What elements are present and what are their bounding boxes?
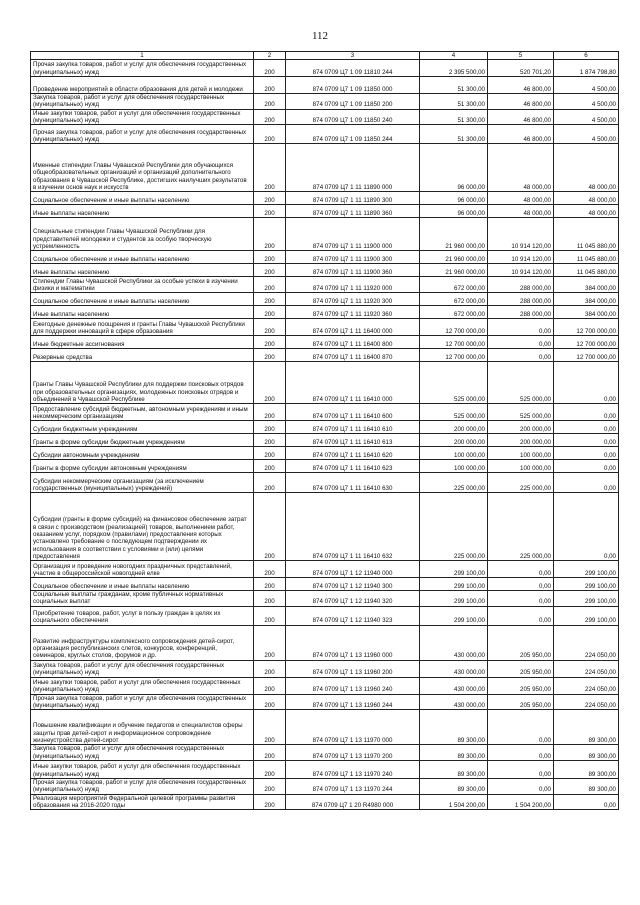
row-executed-cell: 205 950,00 xyxy=(488,660,554,677)
row-budget-code-cell: 874 0709 Ц7 1 13 11970 200 xyxy=(286,745,420,761)
row-remainder-cell: 224 050,00 xyxy=(554,625,619,660)
table-row xyxy=(31,277,619,293)
row-line-code-cell: 200 xyxy=(254,319,286,336)
row-executed-cell: 200 000,00 xyxy=(488,434,554,447)
row-budget-code-cell: 874 0709 Ц7 1 11 11920 300 xyxy=(286,293,420,306)
row-remainder-cell: 11 045 880,00 xyxy=(554,251,619,264)
row-remainder-cell: 224 050,00 xyxy=(554,660,619,677)
row-line-code-cell: 200 xyxy=(254,760,286,778)
row-executed-cell: 525 000,00 xyxy=(488,362,554,404)
budget-table xyxy=(30,51,619,810)
row-remainder-cell: 224 050,00 xyxy=(554,694,619,710)
row-executed-cell: 0,00 xyxy=(488,349,554,362)
row-plan-cell: 21 960 000,00 xyxy=(420,251,488,264)
row-line-code-cell: 200 xyxy=(254,293,286,306)
row-line-code-cell: 200 xyxy=(254,694,286,710)
table-row xyxy=(31,677,619,694)
page-number: 112 xyxy=(311,30,329,42)
row-remainder-cell: 299 100,00 xyxy=(554,561,619,578)
row-line-code-cell: 200 xyxy=(254,660,286,677)
row-budget-code-cell: 874 0709 Ц7 1 09 11850 000 xyxy=(286,77,420,94)
row-line-code-cell: 200 xyxy=(254,561,286,578)
row-budget-code-cell: 874 0709 Ц7 1 11 16410 610 xyxy=(286,421,420,434)
row-line-code-cell: 200 xyxy=(254,473,286,493)
row-budget-code-cell: 874 0709 Ц7 1 11 16410 630 xyxy=(286,473,420,493)
row-budget-code-cell: 874 0709 Ц7 1 11 16400 800 xyxy=(286,336,420,349)
row-name-cell: Субсидии (гранты в форме субсидий) на финансовое обеспечение затрат в связи с производством (реализацией) товаров, выполнением работ, оказанием услуг, порядком (правилами) предоставления которых установлено требование о последующем подтверждении их использования в соответствии с условиями и (или) целями предоставления xyxy=(31,493,254,561)
row-executed-cell: 1 504 200,00 xyxy=(488,794,554,810)
row-executed-cell: 288 000,00 xyxy=(488,277,554,293)
row-line-code-cell: 200 xyxy=(254,205,286,218)
row-remainder-cell: 299 100,00 xyxy=(554,606,619,625)
row-budget-code-cell: 874 0709 Ц7 1 12 11940 320 xyxy=(286,591,420,607)
row-executed-cell: 10 914 120,00 xyxy=(488,264,554,277)
row-remainder-cell: 4 500,00 xyxy=(554,109,619,125)
row-name-cell: Закупка товаров, работ и услуг для обеспечения государственных (муниципальных) нужд xyxy=(31,660,254,677)
row-budget-code-cell: 874 0709 Ц7 1 09 11810 244 xyxy=(286,60,420,77)
row-remainder-cell: 0,00 xyxy=(554,421,619,434)
table-row xyxy=(31,434,619,447)
row-remainder-cell: 384 000,00 xyxy=(554,293,619,306)
row-line-code-cell: 200 xyxy=(254,218,286,251)
row-name-cell: Именные стипендии Главы Чувашской Республики для обучающихся общеобразовательных организаций и организаций дополнительного образования в Чувашской Республике, достигших наилучших результатов в изучении основ наук и искусств xyxy=(31,144,254,192)
row-budget-code-cell: 874 0709 Ц7 1 11 16400 870 xyxy=(286,349,420,362)
row-budget-code-cell: 874 0709 Ц7 1 12 11940 000 xyxy=(286,561,420,578)
row-name-cell: Иные закупки товаров, работ и услуг для обеспечения государственных (муниципальных) нужд xyxy=(31,677,254,694)
row-plan-cell: 299 100,00 xyxy=(420,591,488,607)
row-name-cell: Стипендии Главы Чувашской Республики за особые успехи в изучении физики и математики xyxy=(31,277,254,293)
row-executed-cell: 0,00 xyxy=(488,760,554,778)
row-executed-cell: 10 914 120,00 xyxy=(488,251,554,264)
row-plan-cell: 299 100,00 xyxy=(420,561,488,578)
table-row xyxy=(31,218,619,251)
row-budget-code-cell: 874 0709 Ц7 1 11 16410 613 xyxy=(286,434,420,447)
row-line-code-cell: 200 xyxy=(254,404,286,421)
row-name-cell: Приобретение товаров, работ, услуг в пользу граждан в целях их социального обеспечения xyxy=(31,606,254,625)
row-line-code-cell: 200 xyxy=(254,306,286,319)
table-row xyxy=(31,94,619,110)
row-budget-code-cell: 874 0709 Ц7 1 09 11850 244 xyxy=(286,125,420,144)
row-name-cell: Субсидии некоммерческим организациям (за исключением государственных (муниципальных) учреждений) xyxy=(31,473,254,493)
row-name-cell: Реализация мероприятий Федеральной целевой программы развития образования на 2016-2020 годы xyxy=(31,794,254,810)
table-row xyxy=(31,694,619,710)
table-row xyxy=(31,362,619,404)
row-budget-code-cell: 874 0709 Ц7 1 13 11960 200 xyxy=(286,660,420,677)
row-plan-cell: 89 300,00 xyxy=(420,760,488,778)
row-line-code-cell: 200 xyxy=(254,434,286,447)
row-budget-code-cell: 874 0709 Ц7 1 12 11940 323 xyxy=(286,606,420,625)
row-line-code-cell: 200 xyxy=(254,125,286,144)
table-row xyxy=(31,125,619,144)
row-line-code-cell: 200 xyxy=(254,778,286,794)
row-plan-cell: 525 000,00 xyxy=(420,404,488,421)
row-name-cell: Иные выплаты населению xyxy=(31,306,254,319)
row-name-cell: Иные закупки товаров, работ и услуг для обеспечения государственных (муниципальных) нужд xyxy=(31,760,254,778)
row-line-code-cell: 200 xyxy=(254,794,286,810)
row-name-cell: Прочая закупка товаров, работ и услуг для обеспечения государственных (муниципальных) нужд xyxy=(31,125,254,144)
row-name-cell: Иные закупки товаров, работ и услуг для обеспечения государственных (муниципальных) нужд xyxy=(31,109,254,125)
row-remainder-cell: 4 500,00 xyxy=(554,94,619,110)
row-budget-code-cell: 874 0709 Ц7 1 11 11890 300 xyxy=(286,192,420,205)
row-plan-cell: 200 000,00 xyxy=(420,434,488,447)
row-executed-cell: 0,00 xyxy=(488,578,554,591)
row-name-cell: Ежегодные денежные поощрения и гранты Главы Чувашской Республики для поддержки инноваций в сфере образования xyxy=(31,319,254,336)
row-remainder-cell: 299 100,00 xyxy=(554,591,619,607)
row-name-cell: Социальные выплаты гражданам, кроме публичных нормативных социальных выплат xyxy=(31,591,254,607)
row-remainder-cell: 48 000,00 xyxy=(554,144,619,192)
row-plan-cell: 200 000,00 xyxy=(420,421,488,434)
row-plan-cell: 430 000,00 xyxy=(420,677,488,694)
row-budget-code-cell: 874 0709 Ц7 1 13 11970 240 xyxy=(286,760,420,778)
row-plan-cell: 525 000,00 xyxy=(420,362,488,404)
row-name-cell: Прочая закупка товаров, работ и услуг для обеспечения государственных (муниципальных) нужд xyxy=(31,60,254,77)
row-line-code-cell: 200 xyxy=(254,77,286,94)
row-budget-code-cell: 874 0709 Ц7 1 09 11850 240 xyxy=(286,109,420,125)
row-budget-code-cell: 874 0709 Ц7 1 11 11890 360 xyxy=(286,205,420,218)
row-plan-cell: 672 000,00 xyxy=(420,293,488,306)
row-remainder-cell: 89 300,00 xyxy=(554,745,619,761)
row-executed-cell: 48 000,00 xyxy=(488,205,554,218)
table-row xyxy=(31,144,619,192)
row-plan-cell: 672 000,00 xyxy=(420,306,488,319)
column-header: 4 xyxy=(420,52,488,60)
row-remainder-cell: 89 300,00 xyxy=(554,778,619,794)
row-remainder-cell: 48 000,00 xyxy=(554,192,619,205)
table-row xyxy=(31,319,619,336)
row-executed-cell: 205 950,00 xyxy=(488,625,554,660)
row-budget-code-cell: 874 0709 Ц7 1 11 11920 360 xyxy=(286,306,420,319)
row-remainder-cell: 0,00 xyxy=(554,493,619,561)
row-plan-cell: 89 300,00 xyxy=(420,710,488,745)
row-remainder-cell: 0,00 xyxy=(554,473,619,493)
row-budget-code-cell: 874 0709 Ц7 1 11 11920 000 xyxy=(286,277,420,293)
row-executed-cell: 100 000,00 xyxy=(488,460,554,473)
row-executed-cell: 0,00 xyxy=(488,319,554,336)
table-row xyxy=(31,251,619,264)
row-line-code-cell: 200 xyxy=(254,362,286,404)
row-line-code-cell: 200 xyxy=(254,710,286,745)
header-row xyxy=(31,52,619,60)
row-budget-code-cell: 874 0709 Ц7 1 11 11900 000 xyxy=(286,218,420,251)
row-budget-code-cell: 874 0709 Ц7 1 11 16410 620 xyxy=(286,447,420,460)
row-budget-code-cell: 874 0709 Ц7 1 11 16410 623 xyxy=(286,460,420,473)
row-budget-code-cell: 874 0709 Ц7 1 13 11970 000 xyxy=(286,710,420,745)
row-budget-code-cell: 874 0709 Ц7 1 13 11970 244 xyxy=(286,778,420,794)
column-header: 3 xyxy=(286,52,420,60)
row-line-code-cell: 200 xyxy=(254,421,286,434)
table-row xyxy=(31,473,619,493)
row-plan-cell: 51 300,00 xyxy=(420,125,488,144)
row-name-cell: Субсидии бюджетным учреждениям xyxy=(31,421,254,434)
row-executed-cell: 100 000,00 xyxy=(488,447,554,460)
row-name-cell: Повышение квалификации и обучение педагогов и специалистов сферы защиты прав детей-сирот и информационное сопровождение жизнеустройства детей-сирот xyxy=(31,710,254,745)
table-row xyxy=(31,421,619,434)
row-budget-code-cell: 874 0709 Ц7 1 13 11960 000 xyxy=(286,625,420,660)
table-row xyxy=(31,778,619,794)
row-executed-cell: 288 000,00 xyxy=(488,306,554,319)
row-remainder-cell: 12 700 000,00 xyxy=(554,349,619,362)
row-budget-code-cell: 874 0709 Ц7 1 09 11850 200 xyxy=(286,94,420,110)
row-plan-cell: 21 960 000,00 xyxy=(420,218,488,251)
row-name-cell: Развитие инфраструктуры комплексного сопровождения детей-сирот, организация республиканских слетов, конкурсов, конференций, семинаров, круглых столов, форумов и др. xyxy=(31,625,254,660)
row-line-code-cell: 200 xyxy=(254,251,286,264)
row-plan-cell: 51 300,00 xyxy=(420,109,488,125)
table-row xyxy=(31,404,619,421)
row-executed-cell: 0,00 xyxy=(488,606,554,625)
row-plan-cell: 299 100,00 xyxy=(420,606,488,625)
table-row xyxy=(31,794,619,810)
column-header: 5 xyxy=(488,52,554,60)
row-executed-cell: 225 000,00 xyxy=(488,473,554,493)
row-name-cell: Гранты в форме субсидии бюджетным учреждениям xyxy=(31,434,254,447)
row-name-cell: Иные бюджетные ассигнования xyxy=(31,336,254,349)
row-executed-cell: 520 701,20 xyxy=(488,60,554,77)
table-row xyxy=(31,760,619,778)
row-line-code-cell: 200 xyxy=(254,264,286,277)
row-executed-cell: 200 000,00 xyxy=(488,421,554,434)
row-name-cell: Прочая закупка товаров, работ и услуг для обеспечения государственных (муниципальных) нужд xyxy=(31,778,254,794)
row-line-code-cell: 200 xyxy=(254,745,286,761)
row-plan-cell: 225 000,00 xyxy=(420,493,488,561)
column-header: 2 xyxy=(254,52,286,60)
row-plan-cell: 12 700 000,00 xyxy=(420,336,488,349)
row-name-cell: Резервные средства xyxy=(31,349,254,362)
row-line-code-cell: 200 xyxy=(254,591,286,607)
row-executed-cell: 46 800,00 xyxy=(488,94,554,110)
row-remainder-cell: 0,00 xyxy=(554,794,619,810)
row-line-code-cell: 200 xyxy=(254,677,286,694)
row-executed-cell: 46 800,00 xyxy=(488,77,554,94)
table-row xyxy=(31,293,619,306)
table-row xyxy=(31,349,619,362)
row-budget-code-cell: 874 0709 Ц7 1 11 16410 632 xyxy=(286,493,420,561)
table-row xyxy=(31,264,619,277)
table-row xyxy=(31,578,619,591)
column-header: 1 xyxy=(31,52,254,60)
row-plan-cell: 89 300,00 xyxy=(420,745,488,761)
table-row xyxy=(31,606,619,625)
row-budget-code-cell: 874 0709 Ц7 1 11 11900 360 xyxy=(286,264,420,277)
row-remainder-cell: 4 500,00 xyxy=(554,77,619,94)
row-executed-cell: 48 000,00 xyxy=(488,192,554,205)
row-plan-cell: 21 960 000,00 xyxy=(420,264,488,277)
row-name-cell: Социальное обеспечение и иные выплаты населению xyxy=(31,192,254,205)
table-row xyxy=(31,561,619,578)
row-plan-cell: 96 000,00 xyxy=(420,144,488,192)
row-line-code-cell: 200 xyxy=(254,277,286,293)
row-plan-cell: 1 504 200,00 xyxy=(420,794,488,810)
row-plan-cell: 430 000,00 xyxy=(420,660,488,677)
row-name-cell: Иные выплаты населению xyxy=(31,205,254,218)
row-name-cell: Иные выплаты населению xyxy=(31,264,254,277)
row-executed-cell: 0,00 xyxy=(488,591,554,607)
table-row xyxy=(31,447,619,460)
row-name-cell: Социальное обеспечение и иные выплаты населению xyxy=(31,578,254,591)
row-budget-code-cell: 874 0709 Ц7 1 11 16410 000 xyxy=(286,362,420,404)
row-remainder-cell: 0,00 xyxy=(554,460,619,473)
row-name-cell: Субсидии автономным учреждениям xyxy=(31,447,254,460)
row-budget-code-cell: 874 0709 Ц7 1 20 R4980 000 xyxy=(286,794,420,810)
row-executed-cell: 0,00 xyxy=(488,745,554,761)
row-remainder-cell: 11 045 880,00 xyxy=(554,218,619,251)
row-executed-cell: 0,00 xyxy=(488,561,554,578)
row-remainder-cell: 48 000,00 xyxy=(554,205,619,218)
row-line-code-cell: 200 xyxy=(254,447,286,460)
table-row xyxy=(31,306,619,319)
row-remainder-cell: 12 700 000,00 xyxy=(554,319,619,336)
row-line-code-cell: 200 xyxy=(254,336,286,349)
table-row xyxy=(31,625,619,660)
row-name-cell: Закупка товаров, работ и услуг для обеспечения государственных (муниципальных) нужд xyxy=(31,94,254,110)
row-executed-cell: 225 000,00 xyxy=(488,493,554,561)
row-executed-cell: 205 950,00 xyxy=(488,694,554,710)
row-name-cell: Проведение мероприятий в области образования для детей и молодежи xyxy=(31,77,254,94)
row-plan-cell: 96 000,00 xyxy=(420,192,488,205)
row-line-code-cell: 200 xyxy=(254,625,286,660)
row-name-cell: Социальное обеспечение и иные выплаты населению xyxy=(31,293,254,306)
row-remainder-cell: 0,00 xyxy=(554,404,619,421)
row-name-cell: Социальное обеспечение и иные выплаты населению xyxy=(31,251,254,264)
row-line-code-cell: 200 xyxy=(254,578,286,591)
row-line-code-cell: 200 xyxy=(254,144,286,192)
row-remainder-cell: 89 300,00 xyxy=(554,710,619,745)
table-row xyxy=(31,493,619,561)
row-remainder-cell: 11 045 880,00 xyxy=(554,264,619,277)
row-plan-cell: 2 395 500,00 xyxy=(420,60,488,77)
row-plan-cell: 430 000,00 xyxy=(420,625,488,660)
row-plan-cell: 299 100,00 xyxy=(420,578,488,591)
row-budget-code-cell: 874 0709 Ц7 1 13 11960 244 xyxy=(286,694,420,710)
row-remainder-cell: 0,00 xyxy=(554,362,619,404)
table-row xyxy=(31,460,619,473)
row-line-code-cell: 200 xyxy=(254,460,286,473)
row-line-code-cell: 200 xyxy=(254,94,286,110)
row-line-code-cell: 200 xyxy=(254,60,286,77)
row-plan-cell: 51 300,00 xyxy=(420,77,488,94)
row-remainder-cell: 0,00 xyxy=(554,434,619,447)
row-executed-cell: 205 950,00 xyxy=(488,677,554,694)
table-row xyxy=(31,77,619,94)
row-budget-code-cell: 874 0709 Ц7 1 11 11890 000 xyxy=(286,144,420,192)
table-row xyxy=(31,109,619,125)
row-name-cell: Прочая закупка товаров, работ и услуг для обеспечения государственных (муниципальных) нужд xyxy=(31,694,254,710)
row-plan-cell: 89 300,00 xyxy=(420,778,488,794)
row-line-code-cell: 200 xyxy=(254,109,286,125)
row-plan-cell: 100 000,00 xyxy=(420,460,488,473)
row-remainder-cell: 4 500,00 xyxy=(554,125,619,144)
row-executed-cell: 10 914 120,00 xyxy=(488,218,554,251)
row-remainder-cell: 384 000,00 xyxy=(554,277,619,293)
row-remainder-cell: 384 000,00 xyxy=(554,306,619,319)
row-executed-cell: 0,00 xyxy=(488,336,554,349)
row-plan-cell: 430 000,00 xyxy=(420,694,488,710)
row-name-cell: Предоставление субсидий бюджетным, автономным учреждениям и иным некоммерческим организациям xyxy=(31,404,254,421)
row-executed-cell: 48 000,00 xyxy=(488,144,554,192)
row-remainder-cell: 299 100,00 xyxy=(554,578,619,591)
row-executed-cell: 525 000,00 xyxy=(488,404,554,421)
row-budget-code-cell: 874 0709 Ц7 1 11 16410 600 xyxy=(286,404,420,421)
row-name-cell: Специальные стипендии Главы Чувашской Республики для представителей молодежи и студентов за особую творческую устремленность xyxy=(31,218,254,251)
row-budget-code-cell: 874 0709 Ц7 1 11 11900 300 xyxy=(286,251,420,264)
row-line-code-cell: 200 xyxy=(254,493,286,561)
row-line-code-cell: 200 xyxy=(254,349,286,362)
row-remainder-cell: 12 700 000,00 xyxy=(554,336,619,349)
row-plan-cell: 672 000,00 xyxy=(420,277,488,293)
table-row xyxy=(31,745,619,761)
row-remainder-cell: 224 050,00 xyxy=(554,677,619,694)
row-plan-cell: 225 000,00 xyxy=(420,473,488,493)
row-name-cell: Организация и проведение новогодних праздничных представлений, участие в общероссийской новогодней елке xyxy=(31,561,254,578)
column-header: 6 xyxy=(554,52,619,60)
row-plan-cell: 12 700 000,00 xyxy=(420,319,488,336)
row-remainder-cell: 0,00 xyxy=(554,447,619,460)
row-name-cell: Гранты Главы Чувашской Республики для поддержки поисковых отрядов при образовательных организациях, молодежных поисковых отрядов и объединений в Чувашской Республике xyxy=(31,362,254,404)
row-executed-cell: 46 800,00 xyxy=(488,109,554,125)
row-executed-cell: 0,00 xyxy=(488,710,554,745)
table-row xyxy=(31,710,619,745)
row-budget-code-cell: 874 0709 Ц7 1 11 16400 000 xyxy=(286,319,420,336)
row-name-cell: Гранты в форме субсидии автономным учреждениям xyxy=(31,460,254,473)
table-row xyxy=(31,60,619,77)
row-line-code-cell: 200 xyxy=(254,192,286,205)
table-row xyxy=(31,205,619,218)
row-line-code-cell: 200 xyxy=(254,606,286,625)
table-row xyxy=(31,660,619,677)
row-executed-cell: 288 000,00 xyxy=(488,293,554,306)
row-plan-cell: 12 700 000,00 xyxy=(420,349,488,362)
row-executed-cell: 46 800,00 xyxy=(488,125,554,144)
row-remainder-cell: 89 300,00 xyxy=(554,760,619,778)
row-executed-cell: 0,00 xyxy=(488,778,554,794)
row-budget-code-cell: 874 0709 Ц7 1 13 11960 240 xyxy=(286,677,420,694)
table-row xyxy=(31,336,619,349)
row-plan-cell: 51 300,00 xyxy=(420,94,488,110)
row-plan-cell: 100 000,00 xyxy=(420,447,488,460)
row-remainder-cell: 1 874 798,80 xyxy=(554,60,619,77)
table-row xyxy=(31,192,619,205)
table-row xyxy=(31,591,619,607)
row-budget-code-cell: 874 0709 Ц7 1 12 11940 300 xyxy=(286,578,420,591)
row-name-cell: Закупка товаров, работ и услуг для обеспечения государственных (муниципальных) нужд xyxy=(31,745,254,761)
row-plan-cell: 96 000,00 xyxy=(420,205,488,218)
